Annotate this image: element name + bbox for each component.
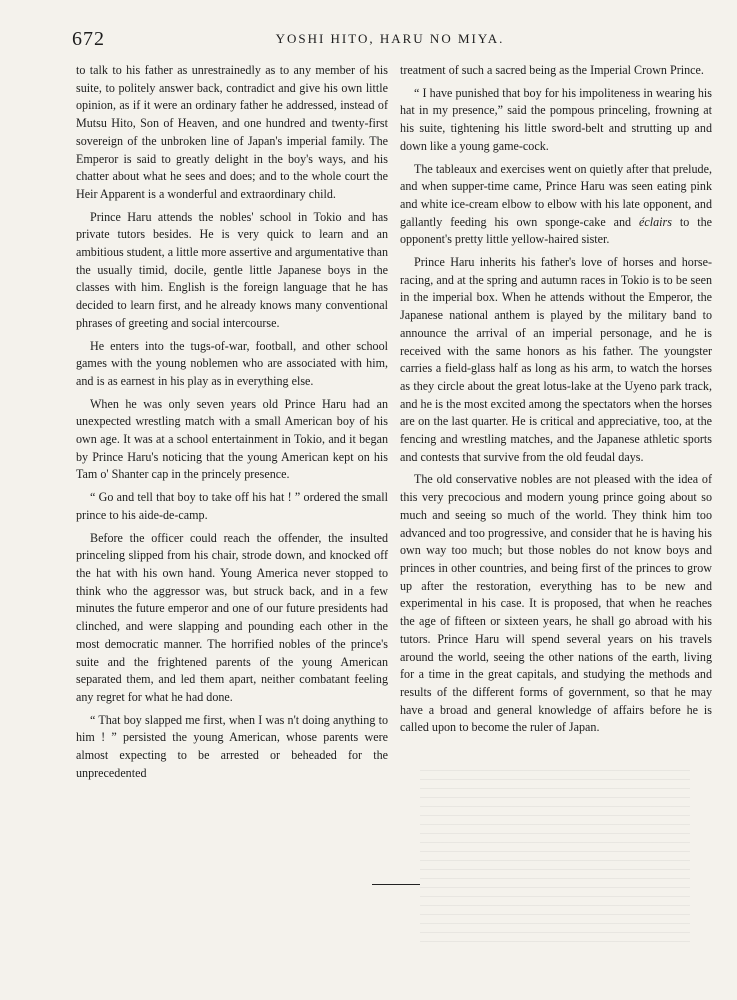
page-number: 672 (72, 28, 105, 50)
paragraph: “ Go and tell that boy to take off his hat ! ” ordered the small prince to his aide-de-camp. (76, 490, 388, 522)
show-through-texture (420, 770, 690, 950)
paragraph-text: The tableaux and exercises went on quietly after that prelude, and when supper-time came, Prince Haru was seen eating pink and white ice-cream elbow to elbow with his late opponent, and gallantly feeding his own sponge-cake and (400, 161, 712, 229)
paragraph: Prince Haru attends the nobles' school in Tokio and has private tutors besides. He is very quick to learn and an ambitious student, a little more assertive and argumentative than the usually timid, docile, gentle little Japanese boys in the classes with him. English is the foreign language that he has decided to learn first, and he already knows many conventional phrases of greeting and social intercourse. (76, 209, 388, 330)
paragraph: “ That boy slapped me first, when I was n't doing anything to him ! ” persisted the young American, whose parents were almost expecting to be arrested or beheaded for the unprecedented (76, 712, 388, 780)
paragraph: “ I have punished that boy for his impoliteness in wearing his hat in my presence,” said the pompous princeling, frowning at his suite, tightening his little sword-belt and strutting up and down like a young game-cock. (400, 85, 712, 153)
paragraph (400, 161, 712, 250)
right-column (400, 62, 712, 742)
running-head: YOSHI HITO, HARU NO MIYA. (275, 31, 505, 46)
section-end-rule (372, 884, 420, 885)
paragraph: He enters into the tugs-of-war, football, and other school games with the young noblemen who are associated with him, and is as earnest in his play as in everything else. (76, 338, 388, 388)
paragraph: When he was only seven years old Prince Haru had an unexpected wrestling match with a small American boy of his own age. It was at a school entertainment in Tokio, and it began by Prince Haru's noticing that the young American kept on his Tam o' Shanter cap in the princely presence. (76, 396, 388, 482)
paragraph: to talk to his father as unrestrainedly as to any member of his suite, to politely answer back, contradict and give his own little opinion, as if it were an ordinary father he addressed, instead of Mutsu Hito, Son of Heaven, and one hundred and twenty-first sovereign of the unbroken line of Japan's imperial family. The Emperor is said to greatly delight in the boy's ways, and his chatter about what he sees and does; and to the whole court the Heir Apparent is a wonderful and extraordinary child. (76, 63, 388, 201)
paragraph: Prince Haru inherits his father's love of horses and horse-racing, and at the spring and autumn races in Tokio is to be seen in the imperial box. When he attends without the Emperor, the Japanese national anthem is played by the military band to announce the arrival of an imperial personage, and he is received with the same honors as his father. The youngster carries a field-glass half as long as his arm, to watch the horses as they circle about the great lotus-lake at the Uyeno park track, and he is the most excited among the spectators when the horses are on the last quarter. He is critical and appreciative, too, at the fencing and wrestling matches, and the Japanese athletic sports and contests that survive from the old feudal days. (400, 255, 712, 464)
paragraph-text: to the opponent's pretty little yellow-haired sister. (400, 214, 713, 247)
paragraph: treatment of such a sacred being as the Imperial Crown Prince. (400, 63, 704, 77)
paragraph: Before the officer could reach the offender, the insulted princeling slipped from his chair, strode down, and knocked off the hat with his own hand. Young America never stopped to think who the aggressor was, but struck back, and in a few minutes the future emperor and one of our future presidents had clinched, and were slapping and pounding each other in the most democratic manner. The horrified nobles of the prince's suite and the frightened parents of the young American separated them, and led them apart, neither combatant feeling any regret for what he had done. (76, 530, 388, 704)
paragraph: The old conservative nobles are not pleased with the idea of this very precocious and modern young prince going about so much and seeing so much of the world. They think him too advanced and too progressive, and consider that he is having his own way too much; but those nobles do not know boys and princes in other countries, and being first of the princes to grow up after the restoration, everything has to be new and experimental in his case. It is proposed, that when he reaches the age of fifteen or sixteen years, he shall go abroad with his tutors. Prince Haru will spend several years on his travels around the world, seeing the other nations of the earth, living for a time in the great capitals, and studying the methods and results of the different forms of government, so that he may have a broad and general knowledge of affairs before he is called upon to become the ruler of Japan. (400, 472, 712, 735)
left-column (76, 62, 388, 787)
emphasis-text: éclairs (639, 214, 672, 229)
